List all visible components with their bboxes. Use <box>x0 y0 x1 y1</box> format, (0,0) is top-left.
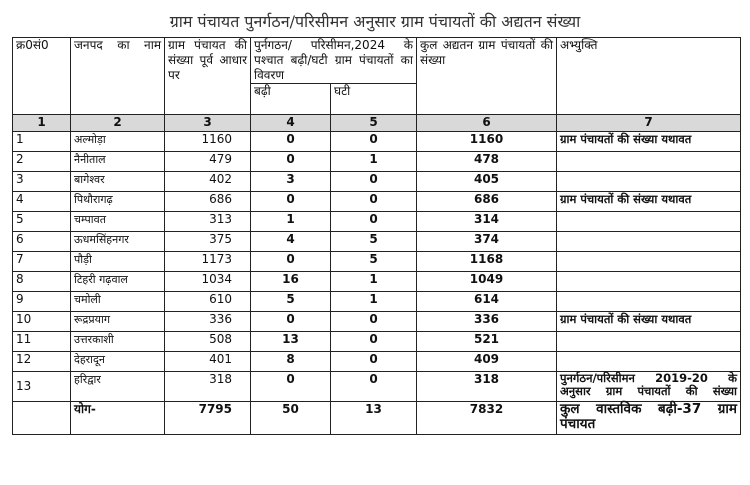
cell-increase: 3 <box>251 172 331 192</box>
cell-sn: 9 <box>13 292 71 312</box>
cell-gp-before: 1173 <box>165 252 251 272</box>
cell-decrease: 0 <box>331 332 417 352</box>
cell-gp-before: 508 <box>165 332 251 352</box>
cell-total: 521 <box>417 332 557 352</box>
cell-district: पिथौरागढ़ <box>71 192 165 212</box>
cell-district: टिहरी गढ़वाल <box>71 272 165 292</box>
header-decrease: घटी <box>331 84 417 115</box>
cell-total: 478 <box>417 152 557 172</box>
header-gp-before: ग्राम पंचायत की संख्या पूर्व आधार पर <box>165 38 251 115</box>
table-row <box>13 332 741 352</box>
cell-total: 336 <box>417 312 557 332</box>
cell-total: 405 <box>417 172 557 192</box>
cell-remark <box>557 332 741 352</box>
cell-total: 318 <box>417 372 557 402</box>
cell-district: रूद्रप्रयाग <box>71 312 165 332</box>
column-number: 6 <box>417 115 557 132</box>
table-row <box>13 292 741 312</box>
cell-gp-before: 1160 <box>165 132 251 152</box>
cell-sn: 6 <box>13 232 71 252</box>
cell-increase: 5 <box>251 292 331 312</box>
cell-remark <box>557 232 741 252</box>
total-row <box>13 402 741 435</box>
cell-total: 1049 <box>417 272 557 292</box>
cell-sn <box>13 402 71 435</box>
cell-increase: 8 <box>251 352 331 372</box>
cell-increase: 4 <box>251 232 331 252</box>
total-remark: कुल वास्तविक बढ़ी-37 ग्राम पंचायत <box>557 402 741 435</box>
cell-district: उत्तरकाशी <box>71 332 165 352</box>
table-row <box>13 272 741 292</box>
cell-increase: 0 <box>251 372 331 402</box>
cell-remark: ग्राम पंचायतों की संख्या यथावत <box>557 132 741 152</box>
cell-sn: 11 <box>13 332 71 352</box>
cell-sn: 12 <box>13 352 71 372</box>
header-change-detail: पुर्नगठन/ परिसीमन,2024 के पश्चात बढ़ी/घटी ग्राम पंचायतों का विवरण <box>251 38 417 84</box>
cell-increase: 16 <box>251 272 331 292</box>
cell-decrease: 0 <box>331 172 417 192</box>
column-number-row <box>13 115 741 132</box>
column-number: 5 <box>331 115 417 132</box>
total-decrease: 13 <box>331 402 417 435</box>
cell-decrease: 1 <box>331 272 417 292</box>
cell-total: 314 <box>417 212 557 232</box>
table-row <box>13 312 741 332</box>
cell-district: पौड़ी <box>71 252 165 272</box>
cell-remark <box>557 152 741 172</box>
cell-district: नैनीताल <box>71 152 165 172</box>
header-increase: बढ़ी <box>251 84 331 115</box>
cell-district: अल्मोड़ा <box>71 132 165 152</box>
column-number: 2 <box>71 115 165 132</box>
header-district: जनपद का नाम <box>71 38 165 115</box>
cell-decrease: 0 <box>331 312 417 332</box>
cell-district: ऊधमसिंहनगर <box>71 232 165 252</box>
column-number: 3 <box>165 115 251 132</box>
cell-district: चम्पावत <box>71 212 165 232</box>
cell-sn: 10 <box>13 312 71 332</box>
cell-remark <box>557 292 741 312</box>
header-sn: क्र0सं0 <box>13 38 71 115</box>
cell-remark <box>557 252 741 272</box>
cell-increase: 0 <box>251 252 331 272</box>
total-updated: 7832 <box>417 402 557 435</box>
cell-total: 1160 <box>417 132 557 152</box>
cell-remark: ग्राम पंचायतों की संख्या यथावत <box>557 312 741 332</box>
cell-decrease: 0 <box>331 212 417 232</box>
cell-district: देहरादून <box>71 352 165 372</box>
cell-gp-before: 313 <box>165 212 251 232</box>
column-number: 1 <box>13 115 71 132</box>
cell-decrease: 5 <box>331 232 417 252</box>
cell-sn: 2 <box>13 152 71 172</box>
cell-total: 374 <box>417 232 557 252</box>
cell-remark <box>557 272 741 292</box>
table-row <box>13 212 741 232</box>
cell-decrease: 0 <box>331 192 417 212</box>
total-gp-before: 7795 <box>165 402 251 435</box>
cell-remark: पुनर्गठन/परिसीमन 2019-20 के अनुसार ग्राम पंचायतों की संख्या <box>557 372 741 402</box>
table-row <box>13 372 741 402</box>
cell-increase: 1 <box>251 212 331 232</box>
column-number: 4 <box>251 115 331 132</box>
cell-sn: 1 <box>13 132 71 152</box>
cell-total: 409 <box>417 352 557 372</box>
table-row <box>13 172 741 192</box>
cell-total: 1168 <box>417 252 557 272</box>
total-label: योग- <box>71 402 165 435</box>
page-title: ग्राम पंचायत पुनर्गठन/परिसीमन अनुसार ग्राम पंचायतों की अद्यतन संख्या <box>169 12 581 31</box>
cell-decrease: 0 <box>331 352 417 372</box>
cell-sn: 13 <box>13 372 71 402</box>
cell-remark <box>557 352 741 372</box>
cell-decrease: 5 <box>331 252 417 272</box>
cell-gp-before: 610 <box>165 292 251 312</box>
cell-total: 686 <box>417 192 557 212</box>
cell-increase: 13 <box>251 332 331 352</box>
total-increase: 50 <box>251 402 331 435</box>
table-row <box>13 132 741 152</box>
cell-increase: 0 <box>251 312 331 332</box>
cell-gp-before: 686 <box>165 192 251 212</box>
cell-remark <box>557 212 741 232</box>
cell-gp-before: 1034 <box>165 272 251 292</box>
cell-increase: 0 <box>251 192 331 212</box>
table-row <box>13 152 741 172</box>
cell-district: बागेश्वर <box>71 172 165 192</box>
cell-gp-before: 318 <box>165 372 251 402</box>
header-total-updated: कुल अद्यतन ग्राम पंचायतों की संख्या <box>417 38 557 115</box>
cell-remark <box>557 172 741 192</box>
cell-decrease: 0 <box>331 132 417 152</box>
cell-total: 614 <box>417 292 557 312</box>
cell-remark: ग्राम पंचायतों की संख्या यथावत <box>557 192 741 212</box>
cell-district: हरिद्वार <box>71 372 165 402</box>
header-row <box>13 38 741 84</box>
cell-increase: 0 <box>251 152 331 172</box>
cell-gp-before: 479 <box>165 152 251 172</box>
cell-increase: 0 <box>251 132 331 152</box>
header-remarks: अभ्युक्ति <box>557 38 741 115</box>
cell-sn: 4 <box>13 192 71 212</box>
cell-gp-before: 401 <box>165 352 251 372</box>
gram-panchayat-table <box>12 37 741 435</box>
cell-district: चमोली <box>71 292 165 312</box>
cell-sn: 7 <box>13 252 71 272</box>
table-row <box>13 192 741 212</box>
cell-gp-before: 336 <box>165 312 251 332</box>
cell-decrease: 0 <box>331 372 417 402</box>
cell-sn: 3 <box>13 172 71 192</box>
cell-gp-before: 402 <box>165 172 251 192</box>
cell-sn: 8 <box>13 272 71 292</box>
cell-decrease: 1 <box>331 152 417 172</box>
table-row <box>13 232 741 252</box>
cell-sn: 5 <box>13 212 71 232</box>
table-row <box>13 352 741 372</box>
column-number: 7 <box>557 115 741 132</box>
cell-gp-before: 375 <box>165 232 251 252</box>
table-row <box>13 252 741 272</box>
cell-decrease: 1 <box>331 292 417 312</box>
